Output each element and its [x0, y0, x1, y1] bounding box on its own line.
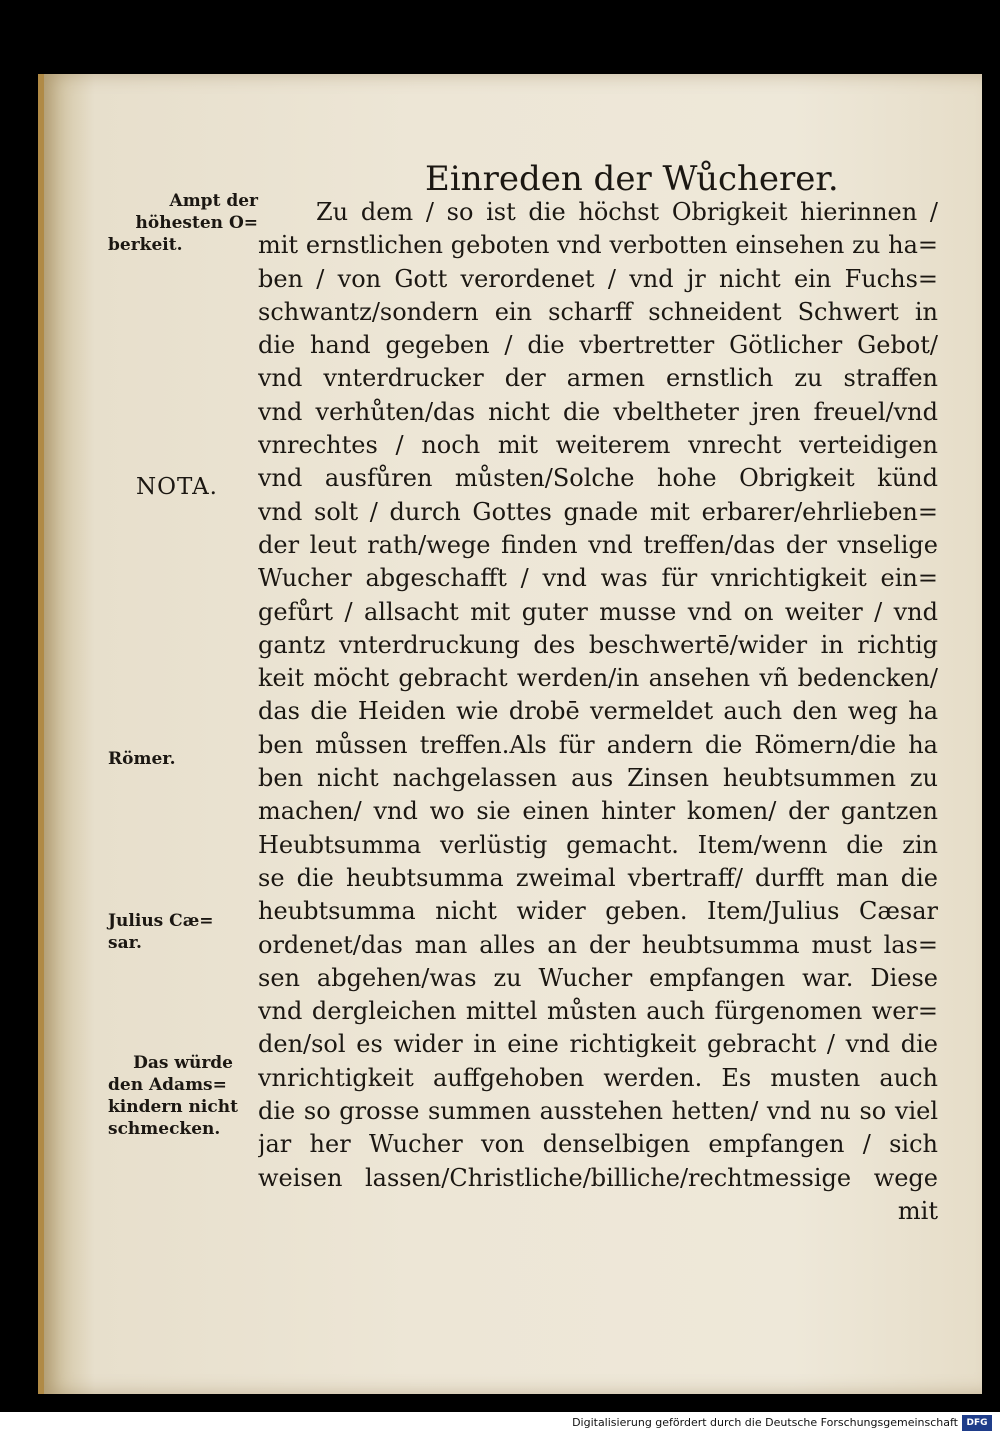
text-line: sen abgehen/was zu Wucher empfangen war. Diese: [258, 963, 938, 992]
text-line: heubtsumma nicht wider geben. Item/Julius Cæsar: [258, 897, 938, 926]
margin-note-line: Ampt der: [169, 191, 258, 211]
text-line: ordenet/das man alles an der heubtsumma must las=: [258, 930, 938, 959]
margin-note-line: Julius Cæ=: [108, 911, 214, 931]
body-text: [258, 196, 938, 1228]
funding-credit: Digitalisierung gefördert durch die Deutsche Forschungsgemeinschaft: [572, 1416, 958, 1429]
margin-note-line: Römer.: [108, 749, 176, 769]
text-line: den/sol es wider in eine richtigkeit gebracht / vnd die: [258, 1030, 938, 1059]
page-heading: Einreden der Wůcherer.: [425, 159, 839, 199]
text-line: mit ernstlichen geboten vnd verbotten einsehen zu ha=: [258, 231, 938, 260]
margin-note-line: höhesten O=: [135, 213, 258, 233]
text-line: vnd ausfůren můsten/Solche hohe Obrigkeit künd: [258, 464, 938, 493]
margin-note-roemer: [108, 748, 176, 770]
text-line: vnd verhůten/das nicht die vbeltheter jren freuel/vnd: [258, 397, 938, 426]
margin-note-line: sar.: [108, 933, 142, 953]
dfg-logo-icon: DFG: [962, 1415, 992, 1431]
text-line: se die heubtsumma zweimal vbertraff/ durfft man die: [258, 863, 938, 892]
text-line: der leut rath/wege finden vnd treffen/das der vnselige: [258, 530, 938, 559]
text-line: ben můssen treffen.Als für andern die Römern/die ha: [258, 730, 938, 759]
catchword: mit: [897, 1196, 938, 1225]
text-line: Heubtsumma verlüstig gemacht. Item/wenn die zin: [258, 830, 938, 859]
margin-note-line: Das würde: [133, 1053, 233, 1073]
text-line: ben / von Gott verordenet / vnd jr nicht ein Fuchs=: [258, 264, 938, 293]
margin-note-line: den Adams=: [108, 1075, 227, 1095]
text-line: Wucher abgeschafft / vnd was für vnrichtigkeit ein=: [258, 564, 938, 593]
text-line: vnrechtes / noch mit weiterem vnrecht verteidigen: [258, 431, 938, 460]
text-line: vnd vnterdrucker der armen ernstlich zu straffen: [258, 364, 938, 393]
text-line: vnd solt / durch Gottes gnade mit erbarer/ehrlieben=: [258, 497, 938, 526]
text-line: weisen lassen/Christliche/billiche/rechtmessige wege: [258, 1163, 938, 1192]
page-edge: [38, 74, 44, 1394]
margin-note-line: kindern nicht: [108, 1097, 238, 1117]
text-line: gantz vnterdruckung des beschwertē/wider in richtig: [258, 630, 938, 659]
margin-note-julius: [108, 910, 233, 954]
margin-note-adams: [108, 1052, 238, 1140]
margin-note-line: schmecken.: [108, 1119, 221, 1139]
text-line: Zu dem / so ist die höchst Obrigkeit hierinnen /: [316, 198, 938, 226]
text-line: machen/ vnd wo sie einen hinter komen/ der gantzen: [258, 797, 938, 826]
text-line: ben nicht nachgelassen aus Zinsen heubtsummen zu: [258, 764, 938, 793]
margin-note-line: berkeit.: [108, 235, 183, 255]
text-line: gefůrt / allsacht mit guter musse vnd on weiter / vnd: [258, 597, 938, 626]
text-line: vnd dergleichen mittel můsten auch fürgenomen wer=: [258, 997, 938, 1026]
text-line: keit möcht gebracht werden/in ansehen vñ bedencken/: [258, 664, 938, 693]
text-line: jar her Wucher von denselbigen empfangen / sich: [258, 1130, 938, 1159]
margin-note-ampt: [108, 190, 258, 256]
text-line: die hand gegeben / die vbertretter Götlicher Gebot/: [258, 331, 938, 360]
text-line: schwantz/sondern ein scharff schneident Schwert in: [258, 297, 938, 326]
text-line: vnrichtigkeit auffgehoben werden. Es musten auch: [258, 1063, 938, 1092]
text-line: das die Heiden wie drobē vermeldet auch den weg ha: [258, 697, 938, 726]
margin-note-nota: [136, 476, 218, 498]
footer-bar: [0, 1412, 1000, 1435]
margin-note-line: NOTA.: [136, 474, 218, 500]
text-line: die so grosse summen ausstehen hetten/ vnd nu so viel: [258, 1097, 938, 1126]
